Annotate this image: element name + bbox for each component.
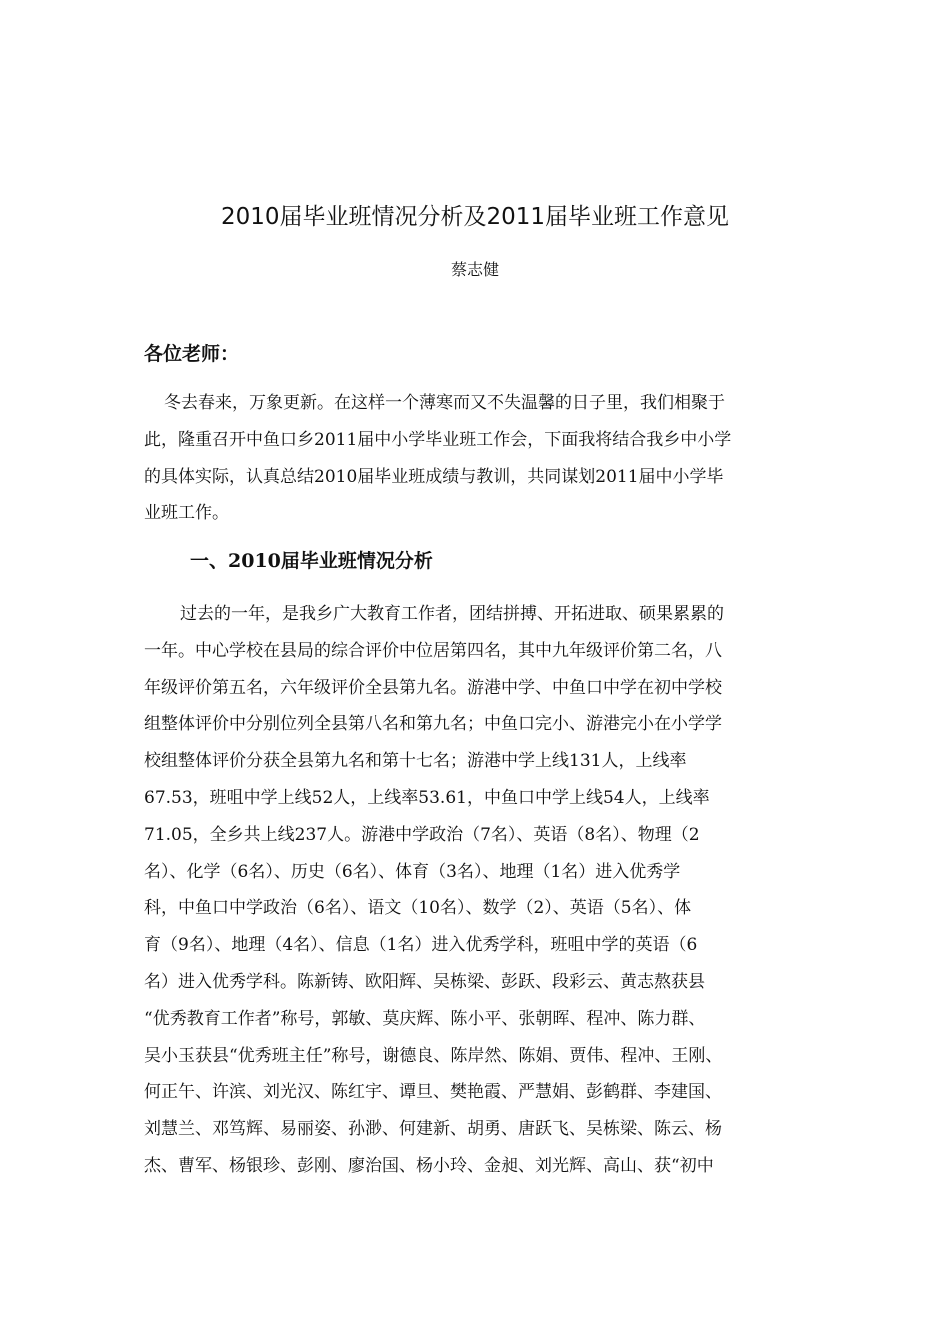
intro-line: 此，隆重召开中鱼口乡2011届中小学毕业班工作会，下面我将结合我乡中小学 <box>144 429 732 450</box>
body-line: 杰、曹军、杨银珍、彭刚、廖治国、杨小玲、金昶、刘光辉、高山、获“初中 <box>144 1155 714 1176</box>
body-line: 何正午、许滨、刘光汉、陈红宇、谭旦、樊艳霞、严慧娟、彭鹤群、李建国、 <box>144 1082 722 1103</box>
intro-line: 业班工作。 <box>144 503 229 524</box>
body-line: 71.05，全乡共上线237人。游港中学政治（7名）、英语（8名）、物理（2 <box>144 824 700 845</box>
body-line: 过去的一年，是我乡广大教育工作者，团结拼搏、开拓进取、硕果累累的 <box>180 604 724 624</box>
intro-paragraph <box>144 385 816 532</box>
body-line: 科，中鱼口中学政治（6名）、语文（10名）、数学（2）、英语（5名）、体 <box>144 898 692 919</box>
body-line: 67.53，班咀中学上线52人，上线率53.61，中鱼口中学上线54人，上线率 <box>144 787 710 808</box>
salutation: 各位老师： <box>144 343 240 365</box>
section1-paragraph <box>144 596 816 1185</box>
document-title: 2010届毕业班情况分析及2011届毕业班工作意见 <box>220 204 730 230</box>
body-line: 名）、化学（6名）、历史（6名）、体育（3名）、地理（1名）进入优秀学 <box>144 861 681 882</box>
body-line: 一年。中心学校在县局的综合评价中位居第四名，其中九年级评价第二名，八 <box>144 640 722 661</box>
body-line: 吴小玉获县“优秀班主任”称号，谢德良、陈岸然、陈娟、贾伟、程冲、王刚、 <box>144 1045 723 1066</box>
body-line: 组整体评价中分别位列全县第八名和第九名；中鱼口完小、游港完小在小学学 <box>144 714 722 735</box>
body-line: 年级评价第五名，六年级评价全县第九名。游港中学、中鱼口中学在初中学校 <box>144 677 722 698</box>
body-line: 名）进入优秀学科。陈新铸、欧阳辉、吴栋梁、彭跃、段彩云、黄志熬获县 <box>144 971 705 992</box>
body-line: 育（9名）、地理（4名）、信息（1名）进入优秀学科，班咀中学的英语（6 <box>144 935 698 956</box>
intro-line: 的具体实际，认真总结2010届毕业班成绩与教训，共同谋划2011届中小学毕 <box>144 466 724 487</box>
body-line: “优秀教育工作者”称号，郭敏、莫庆辉、陈小平、张朝晖、程冲、陈力群、 <box>144 1008 706 1029</box>
intro-line: 冬去春来，万象更新。在这样一个薄寒而又不失温馨的日子里，我们相聚于 <box>164 393 725 413</box>
body-line: 校组整体评价分获全县第九名和第十七名；游港中学上线131人，上线率 <box>144 751 687 772</box>
body-line: 刘慧兰、邓笃辉、易丽姿、孙渺、何建新、胡勇、唐跃飞、吴栋梁、陈云、杨 <box>144 1119 722 1140</box>
document-author: 蔡志健 <box>450 260 499 279</box>
section-heading: 一、2010届毕业班情况分析 <box>190 550 433 572</box>
